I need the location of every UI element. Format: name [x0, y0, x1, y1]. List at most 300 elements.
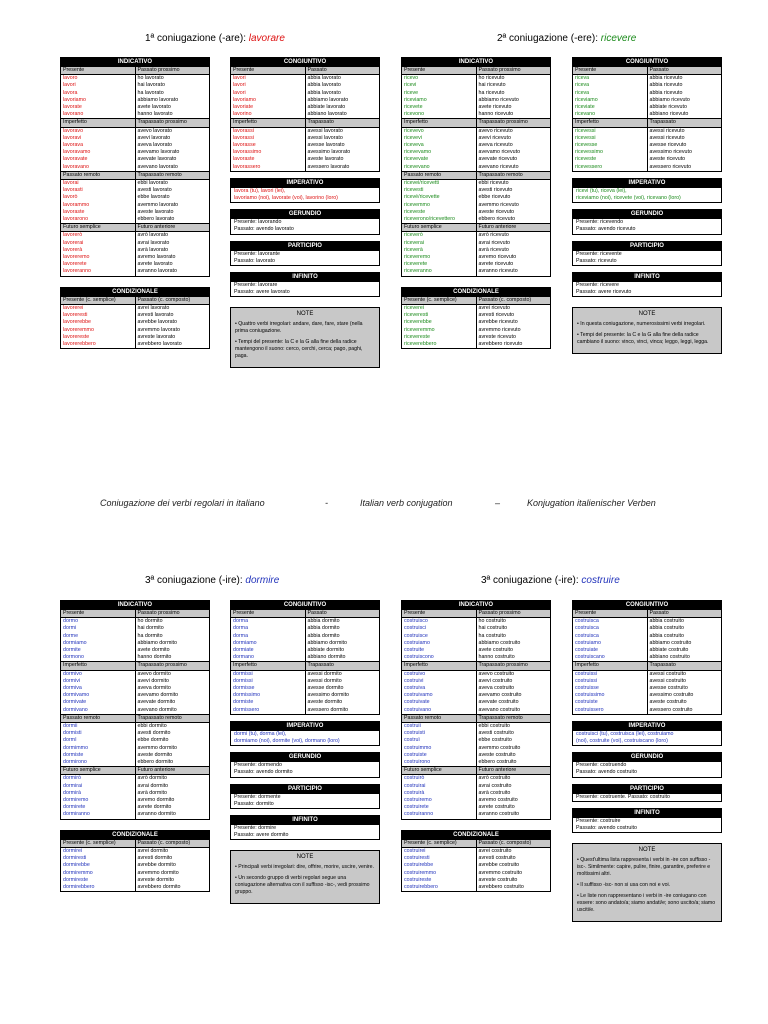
verb-form: avrebbero costruito: [478, 883, 524, 890]
verb-form: avevano ricevuto: [478, 163, 519, 170]
verb-form: lavorai: [63, 180, 79, 187]
footer-it: Coniugazione dei verbi regolari in italiano: [100, 498, 265, 508]
indicativo-table-ere: [401, 57, 551, 355]
verb-form: ebbe costruito: [478, 737, 512, 744]
conjugation-column: [477, 305, 551, 348]
verb-form: ho lavorato: [137, 75, 164, 82]
verb-form: dormissi: [233, 677, 253, 684]
tense-label: Trapassato: [307, 119, 334, 126]
tense-header-row: [573, 118, 721, 126]
note-paragraph: • Tempi del presente: la C e la G alla fine della radice cambiano il suono: vinco, vinci, vinca; leggo, leggi, legga.: [577, 332, 709, 346]
verb-form: avremmo costruito: [478, 869, 523, 876]
verb-form: dormo: [63, 618, 79, 625]
verb-form: avrà dormito: [137, 789, 167, 796]
verb-form: costruiste: [404, 751, 427, 758]
conjugation-column: [61, 232, 136, 275]
footer-dash-1: -: [325, 498, 328, 508]
conjugation-column: [402, 848, 477, 891]
verb-form: ebbi lavorato: [137, 180, 168, 187]
verb-form: avrai ricevuto: [478, 239, 510, 246]
verb-form: avresti ricevuto: [478, 312, 515, 319]
indicativo-table-dormire: [60, 600, 210, 898]
verb-form: avrete ricevuto: [478, 261, 514, 268]
verb-form: avevi ricevuto: [478, 134, 511, 141]
verb-form: ricevessi: [575, 127, 596, 134]
verb-form: aveste lavorato: [137, 208, 174, 215]
verb-form: costruivo: [404, 670, 426, 677]
verb-form: lavoreremmo: [63, 326, 94, 333]
verb-form: costruivi: [404, 677, 424, 684]
verb-form: avesti dormito: [137, 730, 171, 737]
gerundio-header: GERUNDIO: [231, 753, 379, 761]
verb-form: riceverete: [404, 261, 428, 268]
tense-label: Passato remoto: [61, 715, 136, 722]
tense-label: Trapassato remoto: [478, 714, 523, 721]
congiuntivo-header: CONGIUNTIVO: [231, 601, 379, 609]
verb-form: avevamo dormito: [137, 692, 179, 699]
line-text: Passato: ricevuto: [576, 257, 617, 264]
verb-form: abbia dormito: [307, 618, 340, 625]
tense-label: Presente (c. semplice): [402, 297, 477, 304]
verb-form: avevamo ricevuto: [478, 149, 521, 156]
tense-header-row: [61, 66, 209, 74]
verb-form: abbia ricevuto: [649, 89, 683, 96]
conjugation-column: [477, 775, 551, 818]
conjugation-column: [61, 618, 136, 661]
verb-form: avrei lavorato: [137, 304, 170, 311]
tense-header-row: [61, 609, 209, 617]
verb-form: avevi dormito: [137, 677, 169, 684]
verb-form: avremo dormito: [137, 797, 175, 804]
verb-form: abbiamo ricevuto: [478, 96, 519, 103]
verb-form: riceveranno: [404, 268, 432, 275]
tense-label: Imperfetto: [61, 662, 136, 669]
verb-form: avrò lavorato: [137, 232, 169, 239]
verb-form: avrei dormito: [137, 847, 169, 854]
verb-form: ricevi: [404, 82, 417, 89]
verb-form: abbiamo dormito: [137, 639, 177, 646]
tense-label: Trapassato: [649, 662, 676, 669]
line-text: Presente: costruendo: [576, 762, 627, 769]
verb-form: abbia ricevuto: [649, 82, 683, 89]
conjugation-column: [136, 75, 210, 118]
verb-form: avessimo costruito: [649, 692, 694, 699]
conjugation-column: [402, 128, 477, 171]
participio-header: PARTICIPIO: [231, 242, 379, 250]
verb-form: avesse dormito: [307, 685, 344, 692]
verb-form: avrebbe dormito: [137, 862, 176, 869]
verb-form: dorma: [233, 632, 249, 639]
line-block: [231, 218, 379, 233]
title-ere: 2ª coniugazione (-ere): ricevere: [497, 33, 637, 44]
verb-form: avreste ricevuto: [478, 333, 516, 340]
verb-form: dormiste: [233, 699, 254, 706]
verb-form: avevate ricevuto: [478, 156, 518, 163]
verb-form: aveste ricevuto: [478, 208, 515, 215]
conjugation-block: [402, 304, 550, 348]
tense-label: Futuro anteriore: [137, 224, 176, 231]
verb-form: costruiamo: [575, 639, 601, 646]
line-text: Presente: ricevere: [576, 282, 619, 289]
verb-form: lavorerei: [63, 304, 84, 311]
verb-form: avrò dormito: [137, 775, 167, 782]
verb-form: ebbi costruito: [478, 723, 511, 730]
verb-form: avresti dormito: [137, 855, 173, 862]
participio-header: PARTICIPIO: [573, 242, 721, 250]
conjugation-block: [61, 722, 209, 766]
tense-label: Presente: [61, 610, 136, 617]
indicativo-box: [401, 57, 551, 277]
verb-form: avrebbe lavorato: [137, 319, 177, 326]
imperativo-header: IMPERATIVO: [573, 722, 721, 730]
conjugation-column: [231, 128, 306, 171]
verb-form: riceveremmo: [404, 326, 435, 333]
indicativo-box: [60, 600, 210, 820]
conjugation-column: [231, 75, 306, 118]
tense-label: Passato remoto: [402, 715, 477, 722]
tense-label: Passato: [307, 610, 327, 616]
tense-label: Trapassato remoto: [137, 714, 182, 721]
verb-form: ricevereste: [404, 333, 430, 340]
note-paragraph: • Quattro verbi irregolari: andare, dare, fare, stare (nella prima coniugazione.: [235, 321, 363, 335]
verb-form: avessi lavorato: [307, 134, 343, 141]
verb-form: abbiano dormito: [307, 654, 346, 661]
verb-form: abbia lavorato: [307, 82, 341, 89]
verb-form: abbiano costruito: [649, 654, 690, 661]
verb-form: avessi dormito: [307, 670, 342, 677]
verb-form: avrei costruito: [478, 847, 512, 854]
verb-form: ebbe ricevuto: [478, 194, 511, 201]
verb-form: avrebbero dormito: [137, 883, 181, 890]
verb-form: aveste dormito: [137, 751, 173, 758]
verb-form: dormivamo: [63, 692, 90, 699]
conjugation-column: [477, 618, 551, 661]
line-text: Passato: dormito: [234, 800, 274, 807]
verb-form: lavorarono: [63, 216, 89, 223]
participio-box: [572, 784, 722, 802]
imperativo-header: IMPERATIVO: [231, 179, 379, 187]
gerundio-header: GERUNDIO: [573, 753, 721, 761]
conjugation-block: [231, 617, 379, 661]
verb-form: avessi costruito: [649, 677, 687, 684]
line-block: [573, 730, 721, 745]
verb-form: riceverà: [404, 246, 423, 253]
tense-header-row: [61, 839, 209, 847]
verb-form: lavorò: [63, 194, 78, 201]
verb-form: hai lavorato: [137, 82, 165, 89]
line-text: lavoriamo (noi), lavorate (voi), lavorino (loro): [234, 195, 338, 202]
verb-form: abbia lavorato: [307, 89, 341, 96]
verb-form: riceverò: [404, 232, 423, 239]
verb-form: dormono: [63, 654, 84, 661]
conjugation-column: [477, 128, 551, 171]
verb-form: ricevesti: [404, 187, 424, 194]
verb-form: lavora: [63, 89, 78, 96]
verb-form: ricevesse: [575, 142, 598, 149]
verb-form: avete dormito: [137, 647, 170, 654]
participio-header: PARTICIPIO: [231, 785, 379, 793]
verb-form: avremmo ricevuto: [478, 326, 521, 333]
verb-form: riceviamo: [575, 96, 598, 103]
verb-form: lavorassero: [233, 163, 261, 170]
conjugation-block: [61, 304, 209, 348]
infinito-header: INFINITO: [231, 816, 379, 824]
congiuntivo-box: [230, 600, 380, 715]
tense-label: Futuro semplice: [402, 224, 477, 231]
condizionale-header: CONDIZIONALE: [402, 831, 550, 839]
congiuntivo-table-dormire: [230, 600, 380, 910]
note-box: [572, 843, 722, 922]
line-text: Presente: dormente: [234, 793, 281, 800]
verb-form: avrà ricevuto: [478, 246, 509, 253]
verb-form: dorme: [63, 632, 79, 639]
verb-form: ricevessimo: [575, 149, 603, 156]
note-box: [572, 307, 722, 354]
tense-label: Trapassato remoto: [478, 171, 523, 178]
verb-form: avrò costruito: [478, 775, 511, 782]
conjugation-block: [573, 127, 721, 171]
tense-label: Passato remoto: [61, 172, 136, 179]
conjugation-block: [402, 722, 550, 766]
tense-label: Presente (c. semplice): [61, 297, 136, 304]
conjugation-block: [61, 847, 209, 891]
verb-form: costruivate: [404, 699, 430, 706]
verb-form: abbiate lavorato: [307, 104, 346, 111]
verb-form: avrà costruito: [478, 789, 511, 796]
verb-form: avessi costruito: [649, 670, 687, 677]
conjugation-column: [402, 723, 477, 766]
verb-form: abbiamo dormito: [307, 639, 347, 646]
line-text: Presente: ricevendo: [576, 219, 624, 226]
verb-form: lavoreremo: [63, 254, 90, 261]
verb-form: dormirò: [63, 775, 81, 782]
verb-form: avremmo lavorato: [137, 326, 180, 333]
verb-form: abbiate costruito: [649, 647, 689, 654]
indicativo-header: INDICATIVO: [402, 601, 550, 609]
verb-form: ricevono: [404, 111, 425, 118]
verb-form: avrete costruito: [478, 804, 515, 811]
infinito-header: INFINITO: [573, 809, 721, 817]
line-block: [231, 730, 379, 745]
verb-form: dormissi: [233, 670, 253, 677]
verb-form: lavoriamo: [233, 96, 256, 103]
tense-label: Imperfetto: [573, 119, 648, 126]
tense-label: Passato prossimo: [137, 610, 180, 616]
gerundio-header: GERUNDIO: [573, 210, 721, 218]
tense-label: Passato prossimo: [478, 610, 521, 616]
line-text: Passato: lavorato: [234, 257, 275, 264]
verb-form: avrai dormito: [137, 782, 169, 789]
verb-form: dormite: [63, 647, 81, 654]
verb-form: costruiscono: [404, 654, 434, 661]
note-paragraph: • Un secondo gruppo di verbi regolari segue una coniugazione alternativa con il suffisso -isc-, vedi prossimo gruppo.: [235, 875, 370, 896]
verb-form: lavori: [233, 75, 246, 82]
verb-form: aveste dormito: [307, 699, 343, 706]
verb-form: abbiano lavorato: [307, 111, 347, 118]
verb-form: avrà lavorato: [137, 246, 169, 253]
verb-form: riceveresti: [404, 312, 429, 319]
line-text: Passato: avendo dormito: [234, 769, 293, 776]
verb-form: avessero lavorato: [307, 163, 350, 170]
condizionale-box: [401, 287, 551, 349]
footer-en: Italian verb conjugation: [360, 498, 453, 508]
infinito-box: [230, 272, 380, 297]
verb-form: avemmo costruito: [478, 744, 521, 751]
tense-label: Imperfetto: [61, 119, 136, 126]
verb-form: hai ricevuto: [478, 82, 506, 89]
tense-label: Presente: [61, 67, 136, 74]
verb-form: abbiamo costruito: [478, 639, 521, 646]
line-block: [231, 250, 379, 265]
tense-header-row: [61, 171, 209, 179]
conjugation-block: [61, 74, 209, 118]
infinito-header: INFINITO: [573, 273, 721, 281]
verb-form: costruiste: [575, 699, 598, 706]
verb-form: aveste costruito: [649, 699, 687, 706]
tense-label: Presente: [231, 610, 306, 617]
verb-form: dormi: [63, 625, 77, 632]
verb-form: avevate dormito: [137, 699, 176, 706]
title-ire-dormire: 3ª coniugazione (-ire): dormire: [145, 575, 280, 586]
verb-form: avevamo costruito: [478, 692, 522, 699]
verb-form: costruissero: [575, 706, 604, 713]
verb-form: avemmo dormito: [137, 744, 177, 751]
verb-form: hanno ricevuto: [478, 111, 514, 118]
verb-form: abbiamo ricevuto: [649, 96, 690, 103]
conjugation-column: [648, 671, 722, 714]
verb-form: costruiremo: [404, 797, 432, 804]
tense-label: Passato (c. composto): [478, 296, 532, 303]
tense-header-row: [61, 714, 209, 722]
verb-form: dormiamo: [233, 639, 257, 646]
verb-form: dormii: [63, 723, 78, 730]
conjugation-block: [402, 670, 550, 714]
verb-form: riceveva: [404, 142, 424, 149]
verb-form: dorma: [233, 618, 249, 625]
conjugation-column: [136, 180, 210, 223]
verb-form: riceveste: [575, 156, 597, 163]
verb-form: abbia dormito: [307, 632, 340, 639]
line-block: [231, 187, 379, 202]
verb-form: dormireste: [63, 876, 89, 883]
verb-form: costruisca: [575, 625, 599, 632]
verb-form: avremmo dormito: [137, 869, 179, 876]
infinito-box: [230, 815, 380, 840]
tense-label: Futuro semplice: [402, 767, 477, 774]
tense-label: Imperfetto: [573, 662, 648, 669]
indicativo-box: [60, 57, 210, 277]
line-text: ricevi (tu), riceva (lei),: [576, 187, 627, 194]
verb-form: avesti lavorato: [137, 187, 172, 194]
verb-form: lavorereste: [63, 333, 90, 340]
conjugation-column: [573, 75, 648, 118]
verb-form: ricevevo: [404, 127, 424, 134]
verb-form: riceva: [575, 89, 590, 96]
tense-header-row: [402, 171, 550, 179]
conjugation-block: [61, 617, 209, 661]
tense-label: Presente (c. semplice): [61, 840, 136, 847]
verb-form: aveste ricevuto: [649, 156, 686, 163]
verb-form: dormivo: [63, 670, 82, 677]
footer-dash-2: –: [495, 498, 501, 508]
verb-form: avranno ricevuto: [478, 268, 518, 275]
conjugation-column: [402, 671, 477, 714]
line-block: [573, 793, 721, 801]
verb-form: riceverebbe: [404, 319, 432, 326]
line-text: lavora (tu), lavori (lei),: [234, 187, 286, 194]
verb-form: avessi lavorato: [307, 127, 343, 134]
verb-form: aveste lavorato: [307, 156, 344, 163]
verb-form: lavoravamo: [63, 149, 91, 156]
conjugation-column: [136, 232, 210, 275]
verb-form: dormiranno: [63, 811, 90, 818]
line-text: (noi), costruite (voi), costruiscano (loro): [576, 738, 668, 745]
verb-form: lavori: [63, 82, 76, 89]
verb-form: riceva: [575, 75, 590, 82]
conjugation-block: [573, 670, 721, 714]
verb-form: lavoraste: [63, 208, 85, 215]
note-paragraph: • Il suffisso -isc- non si usa con noi e voi.: [577, 882, 671, 889]
verb-form: costruirò: [404, 775, 425, 782]
tense-label: Imperfetto: [231, 119, 306, 126]
line-block: [573, 250, 721, 265]
line-text: Passato: avendo lavorato: [234, 226, 294, 233]
line-text: Passato: avere ricevuto: [576, 289, 632, 296]
verb-form: riceveste: [404, 208, 426, 215]
verb-form: avete lavorato: [137, 104, 171, 111]
line-block: [573, 187, 721, 202]
tense-label: Passato prossimo: [137, 67, 180, 73]
verb-form: dormissero: [233, 706, 260, 713]
verb-form: abbiate dormito: [307, 647, 345, 654]
tense-label: Futuro semplice: [61, 767, 136, 774]
condizionale-box: [60, 830, 210, 892]
conjugation-column: [402, 232, 477, 275]
footer-de: Konjugation italienischer Verben: [527, 498, 656, 508]
verb-form: dormisse: [233, 685, 255, 692]
verb-form: avrebbero lavorato: [137, 340, 182, 347]
tense-header-row: [231, 609, 379, 617]
verb-form: avevo costruito: [478, 670, 515, 677]
verb-form: ho dormito: [137, 618, 163, 625]
infinito-box: [572, 808, 722, 833]
verb-form: avesti costruito: [478, 730, 514, 737]
verb-form: lavorino: [233, 111, 252, 118]
tense-header-row: [402, 66, 550, 74]
verb-form: ha costruito: [478, 632, 506, 639]
verb-form: aveva lavorato: [137, 142, 172, 149]
conjugation-column: [573, 128, 648, 171]
verb-form: ha dormito: [137, 632, 163, 639]
conjugation-column: [648, 75, 722, 118]
verb-form: riceviate: [575, 104, 595, 111]
verb-form: costruissi: [575, 677, 598, 684]
congiuntivo-header: CONGIUNTIVO: [573, 58, 721, 66]
conjugation-column: [477, 232, 551, 275]
verb-form: avevo dormito: [137, 670, 171, 677]
verb-form: avesse ricevuto: [649, 142, 687, 149]
note-paragraph: • Tempi del presente: la C e la G alla fine della radice mantengono il suono: cerco, cerchi, cerca; pago, paghi, paga.: [235, 339, 363, 360]
line-text: Presente: ricevente: [576, 250, 622, 257]
verb-form: costruissi: [575, 670, 598, 677]
condizionale-header: CONDIZIONALE: [61, 288, 209, 296]
line-text: dormi (tu), dorma (lei),: [234, 730, 287, 737]
verb-form: riceveremo: [404, 254, 431, 261]
verb-form: ha lavorato: [137, 89, 164, 96]
verb-form: ricevevate: [404, 156, 429, 163]
verb-form: avete ricevuto: [478, 104, 512, 111]
verb-form: lavorassi: [233, 127, 254, 134]
